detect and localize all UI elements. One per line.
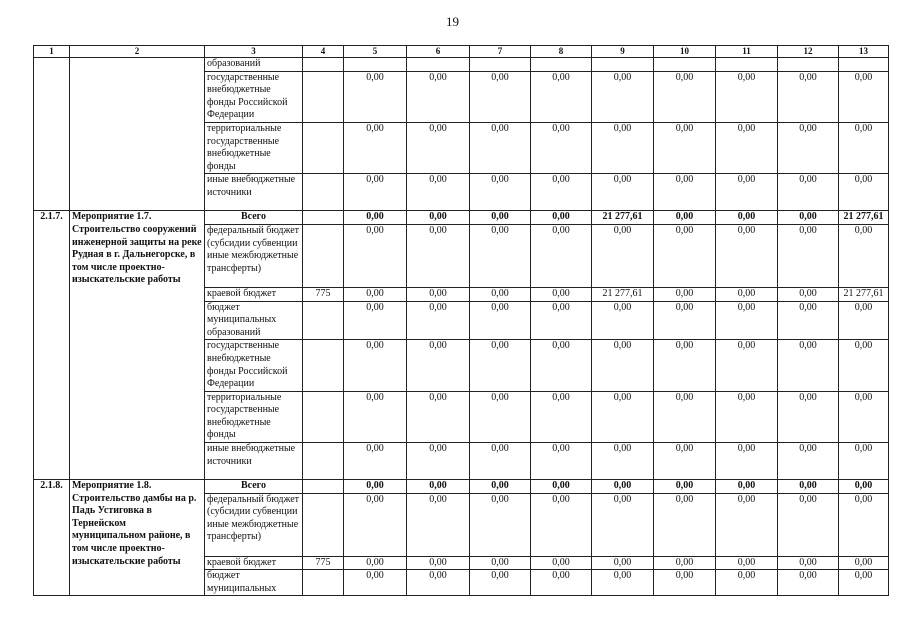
amount-cell — [839, 58, 889, 72]
amount-cell: 0,00 — [344, 122, 407, 173]
amount-cell: 0,00 — [839, 480, 889, 494]
amount-cell: 0,00 — [344, 224, 407, 287]
column-header-8: 8 — [531, 46, 592, 58]
amount-cell: 0,00 — [592, 556, 654, 570]
amount-cell: 0,00 — [654, 122, 716, 173]
amount-cell: 0,00 — [654, 480, 716, 494]
budget-code — [303, 58, 344, 72]
amount-cell: 0,00 — [716, 480, 778, 494]
budget-code: 775 — [303, 556, 344, 570]
amount-cell: 0,00 — [531, 493, 592, 556]
column-header-7: 7 — [470, 46, 531, 58]
budget-code — [303, 480, 344, 494]
amount-cell — [531, 58, 592, 72]
page-number: 19 — [446, 14, 459, 29]
amount-cell: 0,00 — [716, 224, 778, 287]
amount-cell: 0,00 — [407, 224, 470, 287]
amount-cell: 0,00 — [778, 224, 839, 287]
budget-code — [303, 493, 344, 556]
amount-cell: 0,00 — [407, 174, 470, 211]
amount-cell: 0,00 — [344, 174, 407, 211]
funding-source: краевой бюджет — [205, 287, 303, 301]
amount-cell: 0,00 — [778, 480, 839, 494]
budget-code — [303, 174, 344, 211]
funding-source: Всего — [205, 211, 303, 225]
amount-cell: 0,00 — [778, 287, 839, 301]
amount-cell: 0,00 — [344, 480, 407, 494]
amount-cell: 0,00 — [344, 391, 407, 442]
column-header-4: 4 — [303, 46, 344, 58]
amount-cell: 0,00 — [839, 570, 889, 596]
amount-cell: 0,00 — [778, 122, 839, 173]
amount-cell: 21 277,61 — [592, 287, 654, 301]
amount-cell: 0,00 — [531, 556, 592, 570]
amount-cell: 0,00 — [407, 493, 470, 556]
amount-cell: 0,00 — [839, 391, 889, 442]
amount-cell: 0,00 — [344, 340, 407, 391]
column-header-13: 13 — [839, 46, 889, 58]
measure-description: Мероприятие 1.7. Строительство сооружений инженерной защиты на реке Рудная в г. Дальнегорске, в том числе проектно-изыскательские работы — [70, 211, 205, 480]
amount-cell: 0,00 — [654, 287, 716, 301]
amount-cell: 0,00 — [778, 493, 839, 556]
budget-table — [33, 45, 889, 596]
amount-cell: 0,00 — [778, 174, 839, 211]
amount-cell: 0,00 — [470, 480, 531, 494]
amount-cell: 0,00 — [716, 211, 778, 225]
amount-cell: 0,00 — [778, 570, 839, 596]
amount-cell: 0,00 — [592, 71, 654, 122]
amount-cell — [654, 58, 716, 72]
amount-cell: 0,00 — [716, 122, 778, 173]
budget-code — [303, 71, 344, 122]
column-header-12: 12 — [778, 46, 839, 58]
amount-cell: 0,00 — [592, 391, 654, 442]
amount-cell: 0,00 — [531, 301, 592, 340]
amount-cell: 0,00 — [470, 224, 531, 287]
amount-cell: 0,00 — [470, 211, 531, 225]
funding-source: иные внебюджетные источники — [205, 174, 303, 211]
amount-cell: 0,00 — [716, 340, 778, 391]
column-header-1: 1 — [34, 46, 70, 58]
amount-cell: 0,00 — [531, 443, 592, 480]
amount-cell: 0,00 — [592, 340, 654, 391]
amount-cell: 0,00 — [407, 211, 470, 225]
amount-cell: 0,00 — [716, 391, 778, 442]
amount-cell: 21 277,61 — [839, 211, 889, 225]
budget-code — [303, 122, 344, 173]
amount-cell: 0,00 — [470, 301, 531, 340]
budget-code — [303, 211, 344, 225]
amount-cell: 0,00 — [531, 174, 592, 211]
amount-cell: 0,00 — [778, 211, 839, 225]
amount-cell: 0,00 — [778, 391, 839, 442]
funding-source: территориальные государственные внебюджетные фонды — [205, 391, 303, 442]
amount-cell: 0,00 — [470, 174, 531, 211]
amount-cell: 0,00 — [407, 480, 470, 494]
amount-cell: 0,00 — [531, 570, 592, 596]
amount-cell: 0,00 — [407, 556, 470, 570]
amount-cell: 0,00 — [716, 287, 778, 301]
funding-source: иные внебюджетные источники — [205, 443, 303, 480]
amount-cell: 0,00 — [470, 287, 531, 301]
table-row — [34, 58, 889, 72]
amount-cell: 0,00 — [407, 570, 470, 596]
amount-cell: 0,00 — [778, 340, 839, 391]
funding-source: территориальные государственные внебюджетные фонды — [205, 122, 303, 173]
amount-cell: 0,00 — [654, 493, 716, 556]
funding-source: бюджет муниципальных образований — [205, 301, 303, 340]
amount-cell: 0,00 — [778, 71, 839, 122]
funding-source: бюджет муниципальных — [205, 570, 303, 596]
amount-cell: 0,00 — [839, 71, 889, 122]
amount-cell: 0,00 — [654, 211, 716, 225]
column-header-6: 6 — [407, 46, 470, 58]
amount-cell: 0,00 — [716, 443, 778, 480]
column-header-3: 3 — [205, 46, 303, 58]
amount-cell: 0,00 — [407, 301, 470, 340]
amount-cell: 0,00 — [344, 556, 407, 570]
amount-cell: 0,00 — [344, 71, 407, 122]
amount-cell: 0,00 — [839, 301, 889, 340]
amount-cell — [716, 58, 778, 72]
amount-cell: 0,00 — [654, 224, 716, 287]
amount-cell: 0,00 — [839, 340, 889, 391]
amount-cell — [778, 58, 839, 72]
amount-cell: 0,00 — [470, 570, 531, 596]
amount-cell: 0,00 — [344, 301, 407, 340]
row-number: 2.1.7. — [34, 211, 70, 480]
amount-cell: 0,00 — [470, 122, 531, 173]
row-number — [34, 58, 70, 211]
amount-cell: 0,00 — [470, 556, 531, 570]
amount-cell: 0,00 — [716, 570, 778, 596]
amount-cell: 0,00 — [531, 391, 592, 442]
amount-cell: 0,00 — [531, 122, 592, 173]
amount-cell: 0,00 — [839, 122, 889, 173]
amount-cell: 21 277,61 — [592, 211, 654, 225]
funding-source: государственные внебюджетные фонды Российской Федерации — [205, 340, 303, 391]
amount-cell: 0,00 — [839, 224, 889, 287]
amount-cell: 0,00 — [839, 493, 889, 556]
amount-cell: 0,00 — [778, 443, 839, 480]
funding-source: федеральный бюджет (субсидии субвенции иные межбюджетные трансферты) — [205, 224, 303, 287]
amount-cell: 0,00 — [839, 443, 889, 480]
amount-cell: 0,00 — [470, 71, 531, 122]
amount-cell: 0,00 — [592, 174, 654, 211]
amount-cell: 0,00 — [592, 493, 654, 556]
amount-cell: 0,00 — [839, 556, 889, 570]
amount-cell: 0,00 — [592, 122, 654, 173]
measure-description: Мероприятие 1.8. Строительство дамбы на р. Падь Устиговка в Тернейском муниципальном районе, в том числе проектно-изыскательские работы — [70, 480, 205, 596]
funding-source: образований — [205, 58, 303, 72]
amount-cell: 0,00 — [407, 71, 470, 122]
amount-cell: 0,00 — [716, 556, 778, 570]
budget-code — [303, 391, 344, 442]
amount-cell: 21 277,61 — [839, 287, 889, 301]
column-header-2: 2 — [70, 46, 205, 58]
funding-source: государственные внебюджетные фонды Российской Федерации — [205, 71, 303, 122]
measure-description — [70, 58, 205, 211]
budget-code — [303, 224, 344, 287]
amount-cell: 0,00 — [654, 556, 716, 570]
amount-cell: 0,00 — [716, 71, 778, 122]
amount-cell: 0,00 — [592, 224, 654, 287]
column-header-9: 9 — [592, 46, 654, 58]
amount-cell: 0,00 — [344, 287, 407, 301]
amount-cell: 0,00 — [654, 570, 716, 596]
amount-cell: 0,00 — [654, 301, 716, 340]
amount-cell — [344, 58, 407, 72]
header-row — [34, 46, 889, 58]
budget-code — [303, 570, 344, 596]
amount-cell: 0,00 — [592, 443, 654, 480]
amount-cell: 0,00 — [592, 570, 654, 596]
budget-code — [303, 301, 344, 340]
funding-source: краевой бюджет — [205, 556, 303, 570]
amount-cell — [407, 58, 470, 72]
amount-cell: 0,00 — [654, 340, 716, 391]
amount-cell: 0,00 — [470, 443, 531, 480]
amount-cell: 0,00 — [654, 443, 716, 480]
amount-cell: 0,00 — [344, 443, 407, 480]
amount-cell: 0,00 — [407, 443, 470, 480]
budget-code — [303, 443, 344, 480]
total-row — [34, 480, 889, 494]
amount-cell: 0,00 — [344, 493, 407, 556]
column-header-5: 5 — [344, 46, 407, 58]
amount-cell: 0,00 — [531, 224, 592, 287]
row-number: 2.1.8. — [34, 480, 70, 596]
amount-cell — [470, 58, 531, 72]
funding-source: федеральный бюджет (субсидии субвенции иные межбюджетные трансферты) — [205, 493, 303, 556]
budget-code — [303, 340, 344, 391]
amount-cell: 0,00 — [778, 301, 839, 340]
amount-cell: 0,00 — [716, 301, 778, 340]
amount-cell: 0,00 — [654, 391, 716, 442]
amount-cell: 0,00 — [778, 556, 839, 570]
amount-cell — [592, 58, 654, 72]
column-header-11: 11 — [716, 46, 778, 58]
column-header-10: 10 — [654, 46, 716, 58]
amount-cell: 0,00 — [716, 493, 778, 556]
amount-cell: 0,00 — [531, 211, 592, 225]
amount-cell: 0,00 — [531, 340, 592, 391]
funding-source: Всего — [205, 480, 303, 494]
amount-cell: 0,00 — [531, 71, 592, 122]
amount-cell: 0,00 — [407, 340, 470, 391]
amount-cell: 0,00 — [654, 174, 716, 211]
amount-cell: 0,00 — [470, 340, 531, 391]
amount-cell: 0,00 — [344, 211, 407, 225]
amount-cell: 0,00 — [407, 122, 470, 173]
amount-cell: 0,00 — [592, 301, 654, 340]
amount-cell: 0,00 — [344, 570, 407, 596]
amount-cell: 0,00 — [654, 71, 716, 122]
amount-cell: 0,00 — [531, 287, 592, 301]
amount-cell: 0,00 — [470, 391, 531, 442]
amount-cell: 0,00 — [470, 493, 531, 556]
budget-code: 775 — [303, 287, 344, 301]
amount-cell: 0,00 — [716, 174, 778, 211]
amount-cell: 0,00 — [592, 480, 654, 494]
total-row — [34, 211, 889, 225]
amount-cell: 0,00 — [407, 391, 470, 442]
amount-cell: 0,00 — [839, 174, 889, 211]
amount-cell: 0,00 — [407, 287, 470, 301]
amount-cell: 0,00 — [531, 480, 592, 494]
